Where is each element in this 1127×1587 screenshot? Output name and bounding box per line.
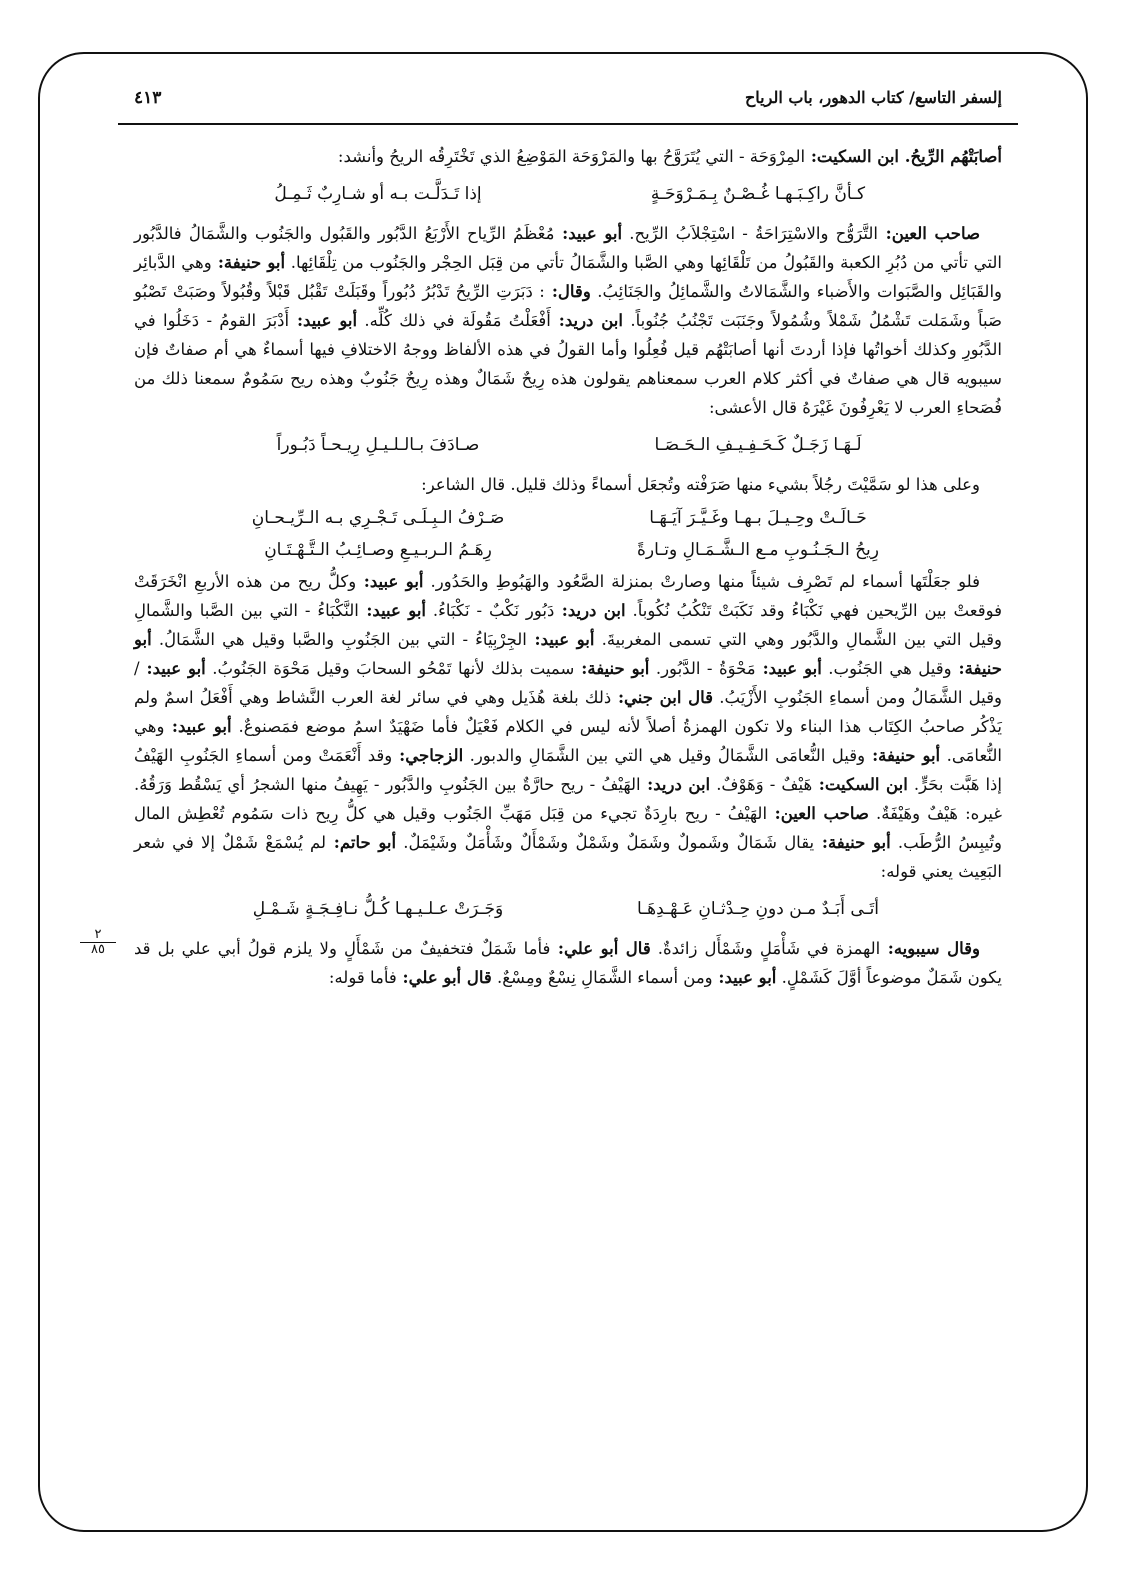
margin-folio-note (80, 928, 116, 957)
text-segment: وقيل النُّعامَى الشَّمَالُ وقيل هي التي بين الشَّمَالِ والدبور. (463, 746, 866, 765)
margin-note-bottom: ٨٥ (91, 942, 105, 957)
source-citation: ابن دريد: (554, 601, 626, 620)
source-citation: صاحب العين: (877, 224, 980, 243)
text-segment: وعلى هذا لو سَمَّيْتَ رجُلاً بشيء منها صَرَفْته وتُجعَل أسماءً وذلك قليل. قال الشاعر: (421, 475, 980, 494)
text-segment: الهَيْفُ - ريح حارَّةٌ بين الجَنُوبِ والدَّبُور - يَهِيفُ منها الشجرُ أي يَسْقُط وَرَقُهُ. غيره: هَيْفٌ وهَيْفَةٌ. (134, 775, 1002, 823)
hemistich-left: وَجَـرَتْ عـلـيـهـا كُـلُّ نـافِـجَـةٍ شَـمْـلِ (252, 899, 504, 919)
source-citation: قال ابن جني: (611, 688, 714, 707)
hemistich-right: لَـهَـا زَجَـلٌ كَـحَـفِـيـفِ الـحَـصَـا (654, 435, 862, 455)
source-citation: أبو حنيفة: (574, 659, 650, 678)
text-segment: الهمزة في شَأْمَلٍ وشَمْأَل زائدةٌ. (650, 939, 881, 958)
paragraph (134, 470, 1002, 499)
source-citation: أبو عبيد: (139, 659, 206, 678)
source-citation: ابن السكيت: (812, 775, 908, 794)
text-segment: وهي الدَّبائِر والقَبَائِل والصَّبَوات والأَضباء والشَّمَالاتُ والشَّمائِلُ والجَنَائِبُ. (134, 253, 1002, 301)
source-citation: أبو حنيفة: (134, 630, 1002, 678)
hemistich-right: حَـالَـتْ وحِـيـلَ بـهـا وغَـيَّـرَ آيَـهَـا (649, 508, 867, 528)
source-citation: قال أبو علي: (550, 939, 651, 958)
text-segment: الجِرْبِيَاءُ - التي بين الجَنُوبِ والصَّبا وقيل هي الشَّمَالُ. (151, 630, 527, 649)
text-segment: يقال شَمَالٌ وشَمولٌ وشَمَلٌ وشَمْلٌ وشَمْأَلٌ وشَأْمَلٌ وشَيْمَلٌ. (396, 833, 815, 852)
source-citation: أبو عبيد: (526, 630, 595, 649)
text-segment: المِرْوَحَة - التي يُتَرَوَّحُ بها والمَرْوَحَة المَوْضِعُ الذي تَخْتَرِقُه الريحُ وأنشد: (337, 147, 806, 166)
text-segment: الهَيْفُ - ريح بارِدَةٌ تجيء من قِبَل مَهَبِّ الجَنُوب وقيل هي كلُّ رِيح ذات سَمُوم تُعْطِش المال وتُيبِسُ الرُّطَب. (134, 804, 1002, 852)
text-segment: / وقيل الشَّمَالُ ومن أسماءِ الجَنُوبِ الأَزْيَبُ. (134, 659, 1002, 707)
source-citation: أبو عبيد: (712, 968, 777, 987)
text-segment: مُعْظَمُ الرِّياح الأَرْبَعُ الدَّبُور والقَبُول والجَنُوب والشَّمَالُ فالدَّبُور التي تأتي من دُبُرِ الكعبة والقَبُولُ من تَلْقَائِها وهي الصَّبا والشَّمَالُ تأتي من قِبَل الحِجْر والجَنُوب من تِلْقَائِها. (134, 224, 1002, 272)
text-segment: ومن أسماء الشَّمَالِ نِسْعٌ ومِسْعٌ. (491, 968, 713, 987)
text-segment: فلو جعَلْتَها أسماء لم تَصْرِف شيئاً منها وصارتْ بمنزلة الصَّعُود والهَبُوطِ والحَدُور. (423, 572, 981, 591)
source-citation: أبو عبيد: (358, 601, 426, 620)
source-citation: أبو حاتم: (326, 833, 397, 852)
verse-line (208, 179, 928, 209)
main-text (134, 142, 1002, 996)
source-citation: أبو عبيد: (289, 311, 358, 330)
source-citation: ابن دريد: (550, 311, 623, 330)
source-citation: أبو حنيفة: (814, 833, 891, 852)
verse-line (208, 503, 928, 533)
text-segment: أَفْعَلْتُ مَقُولَة في ذلك كُلِّه. (357, 311, 551, 330)
source-citation: أبو حنيفة: (211, 253, 286, 272)
paragraph (134, 567, 1002, 886)
text-segment: وقد أَنْعَمَتْ ومن أسماءِ الجَنُوبِ الهَيْفُ إذا هَبَّت بحَرٍّ. (134, 746, 1002, 794)
hemistich-left: رِهَـمُ الـربـيـعِ وصـائِـبُ الـتَّـهْـتَـانِ (264, 540, 492, 560)
source-citation: أبو حنيفة: (865, 746, 941, 765)
text-segment: وقيل هي الجَنُوب. (821, 659, 952, 678)
source-citation: وقال: (544, 282, 591, 301)
text-segment: مَحْوَةُ - الدَّبُور. (649, 659, 756, 678)
paragraph (134, 934, 1002, 992)
text-segment: فأما قوله: (328, 968, 397, 987)
text-segment: وهي النُّعامَى. (134, 717, 1003, 765)
source-citation: الزجاجي: (392, 746, 464, 765)
running-head: إلسفر التاسع/ كتاب الدهور، باب الرياح (744, 88, 1002, 107)
source-citation: أبو عبيد: (554, 224, 623, 243)
hemistich-right: رِيحُ الـجَـنُـوبِ مـع الـشَّـمَـالِ وتـارةً (637, 540, 879, 560)
source-citation: أبو عبيد: (356, 572, 424, 591)
verse-line (208, 894, 928, 924)
source-citation: صاحب العين: (767, 804, 869, 823)
hemistich-left: صـادَفَ بـالـلـيـلِ رِيـحـاً دَبُـوراً (276, 435, 480, 455)
hemistich-left: صَـرْفُ الـبِـلَـى تَـجْـرِي بـه الـرِّيـحـانِ (251, 508, 505, 528)
page-header (134, 88, 1002, 114)
text-segment: سميت بذلك لأنها تَمْحُو السحابَ وقيل مَحْوَة الجَنُوبُ. (205, 659, 575, 678)
header-rule (118, 123, 1018, 125)
text-segment: دَبُور نَكْبٌ - نَكْبَاءُ. (426, 601, 555, 620)
verse-line (208, 535, 928, 565)
text-segment: هَيْفٌ - وَهَوْفٌ. (710, 775, 813, 794)
text-segment: أَدْبَرَ القومُ - دَخَلُوا في الدَّبُورِ وكذلك أخواتُها فإذا أردتَ أنها أصابَتْهُم قيل فُعِلُوا وأما القولُ في هذه الألفاظ ووجهُ الاختلافِ فيها أسماءٌ هي أم صفاتٌ فإن سيبويه قال هي صفاتٌ في أكثر كلام العرب سمعناهم يقولون هذه رِيحٌ شَمَالٌ وهذه رِيحٌ جَنُوبٌ وهذه ريح سَمُومٌ سمعنا ذلك من فُصَحاءِ العرب لا يَعْرِفُونَ غَيْرَهُ قال الأعشى: (134, 311, 1002, 417)
page-number: ٤١٣ (134, 88, 162, 108)
source-citation: قال أبو علي: (396, 968, 492, 987)
hemistich-right: كـأنَّ راكِـبَـهـا غُـصْـنٌ بِـمَـرْوَحَـةٍ (650, 184, 866, 204)
source-citation: أبو عبيد: (164, 717, 232, 736)
paragraph (134, 219, 1002, 422)
text-segment: فأما شَمَلٌ فتخفيفٌ من شَمْأَلٍ ولا يلزم قولُ أبي علي بل قد يكون شَمَلٌ موضوعاً أوَّلَ كَشَمْلٍ. (134, 939, 1002, 987)
source-citation: ابن دريد: (640, 775, 711, 794)
text-segment: ذلك بلغة هُذَيل وهي في سائر لغة العرب النَّشاط وهي أَفْعَلُ اسمٌ ولم يَذْكُر صاحبُ الكِتَاب هذا البناء ولا تكون الهمزةُ أصلاً لأنه ليس في الكلام فَعْيَلٌ فأما ضَهْيَدٌ اسمُ موضع فمَصنوعٌ. (134, 688, 1002, 736)
verse-line (208, 430, 928, 460)
text-segment: النَّكْبَاءُ - التي بين الصَّبا والشَّمالِ وقيل التي بين الشَّمالِ والدَّبُور وهي التي تسمى المغربيةَ. (134, 601, 1002, 649)
hemistich-right: أتَـى أَبَـدٌ مـن دونِ حِـدْثـانِ عَـهْـدِهَـا (636, 899, 880, 919)
source-citation: وقال سيبويه: (880, 939, 980, 958)
source-citation: أصابَتْهُم الرِّيحُ. ابن السكيت: (805, 147, 1002, 166)
text-segment: التَّرَوُّح والاسْتِرَاحَةُ - اسْتِجْلاَبُ الرِّيح. (622, 224, 878, 243)
source-citation: أبو عبيد: (755, 659, 822, 678)
text-segment: لم يُسْمَعْ شَمْلٌ إلا في شعر البَعِيث يعني قوله: (134, 833, 1002, 881)
hemistich-left: إذا تَـدَلَّـت بـه أو شـارِبٌ ثَـمِـلُ (274, 184, 482, 204)
text-segment: وكلُّ ريح من هذه الأربعِ انْخَرَقَتْ فوقعتْ بين الرِّيحين فهي نَكْبَاءُ وقد نَكَبَتْ تَنْكُبُ نُكُوباً. (134, 572, 1003, 620)
margin-note-top: ٢ (80, 928, 116, 943)
paragraph (134, 142, 1002, 171)
text-segment: : دَبَرَتِ الرِّيحُ تَدْبُرُ دُبُوراً وقَبَلَتْ تَقْبُل قَبْلاً وقُبُولاً وصَبَتْ تَصْبُو صَباً وشَمَلت تَشْمُلُ شَمْلاً وشُمُولاً وجَنَبَت تَجْنُبُ جُنُوباً. (134, 282, 1003, 330)
